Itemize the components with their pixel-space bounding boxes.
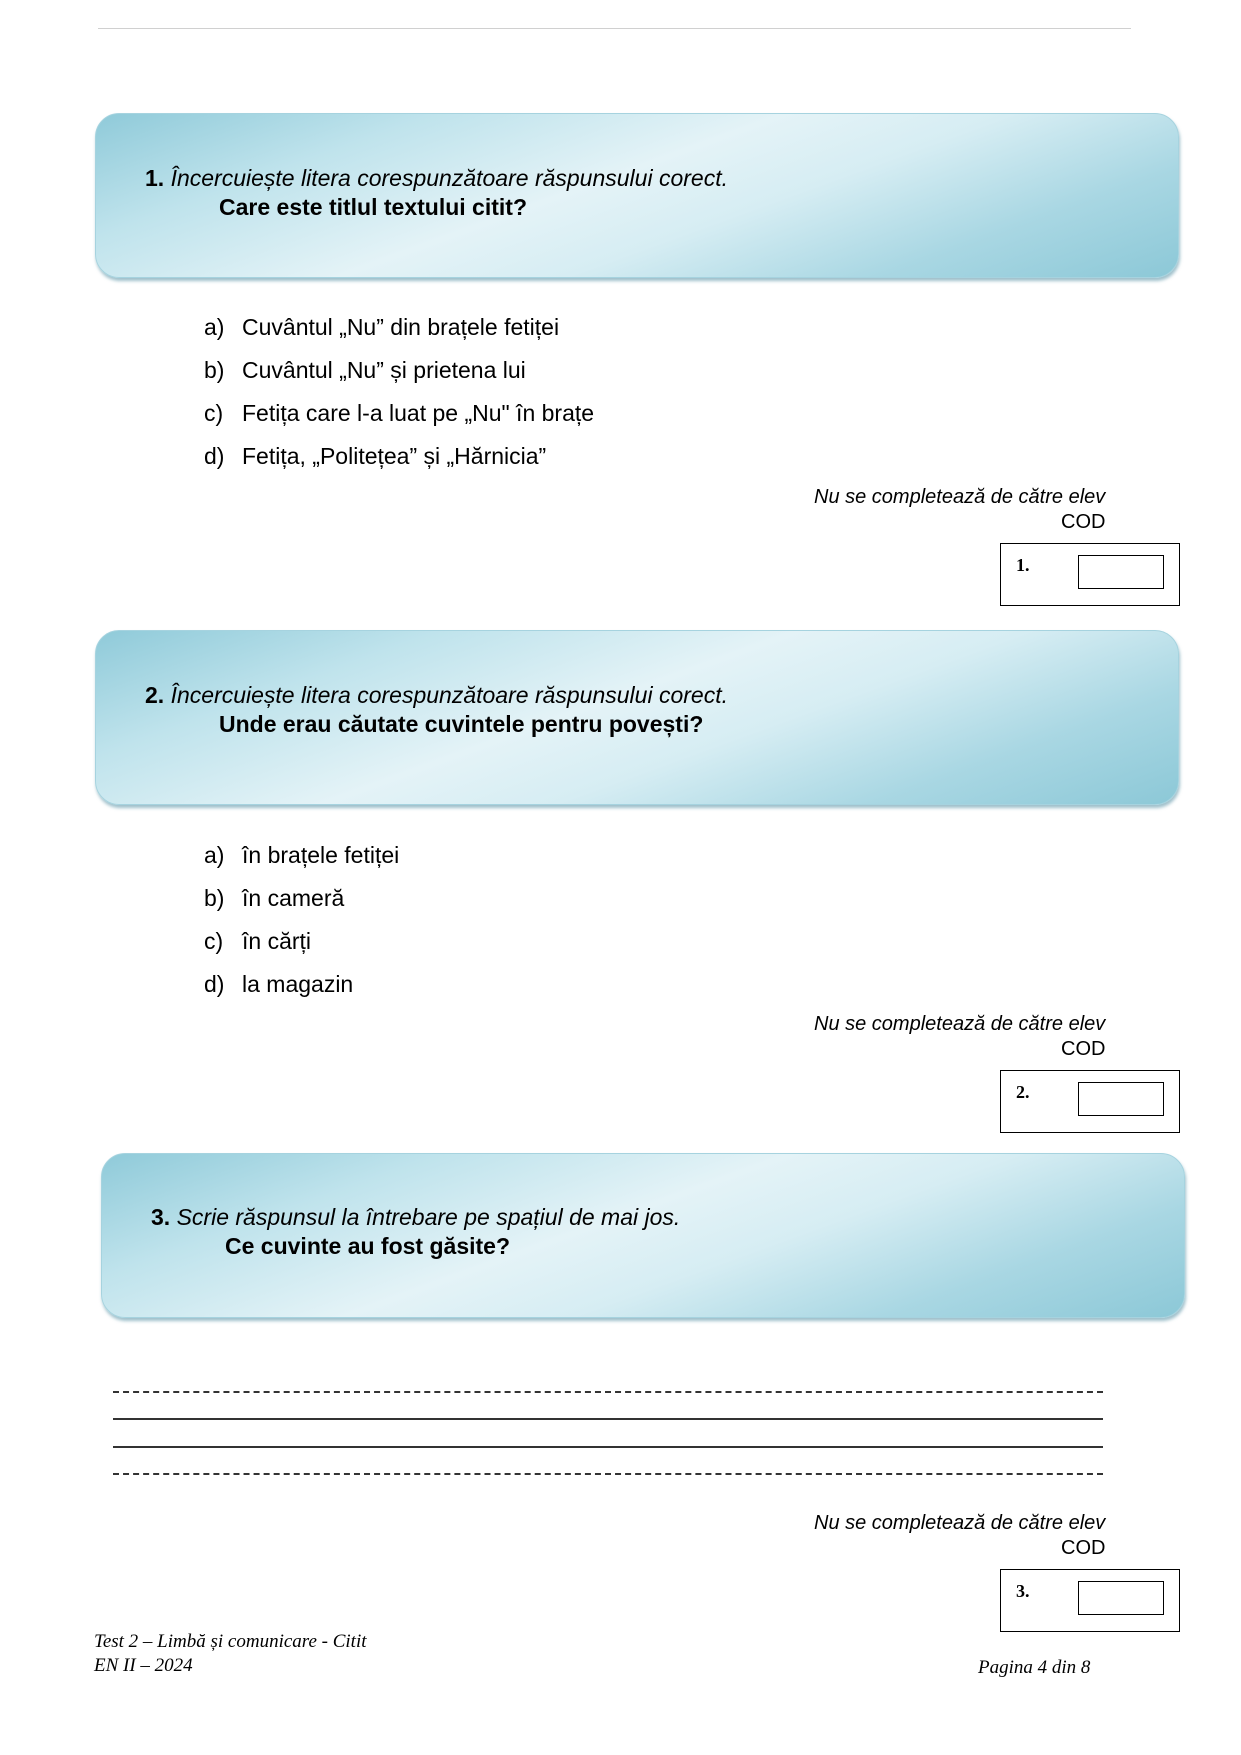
- code-input-box[interactable]: [1078, 1581, 1164, 1615]
- option-item[interactable]: [204, 349, 594, 392]
- footer-page-number: Pagina 4 din 8: [978, 1657, 1091, 1678]
- option-item[interactable]: [204, 392, 594, 435]
- grader-note: Nu se completează de către elev: [814, 486, 1106, 508]
- grader-note: Nu se completează de către elev: [814, 1512, 1106, 1534]
- option-text: în brațele fetiței: [242, 842, 400, 868]
- option-item[interactable]: [204, 920, 399, 963]
- option-letter: a): [204, 842, 225, 868]
- code-label: COD: [1061, 1038, 1106, 1060]
- question-1-instruction: Încercuiește litera corespunzătoare răspunsului corect.: [170, 165, 728, 191]
- answer-writing-line[interactable]: [113, 1418, 1103, 1420]
- answer-writing-line[interactable]: [113, 1446, 1103, 1448]
- question-3-number: 3.: [151, 1204, 171, 1230]
- question-1-number: 1.: [145, 165, 165, 191]
- code-label: COD: [1061, 511, 1106, 533]
- question-1-text: Care este titlul textului citit?: [219, 194, 527, 220]
- header-rule: [98, 28, 1131, 29]
- option-item[interactable]: [204, 963, 399, 1006]
- question-3-text: Ce cuvinte au fost găsite?: [225, 1233, 511, 1259]
- option-letter: c): [204, 400, 224, 426]
- grader-note: Nu se completează de către elev: [814, 1013, 1106, 1035]
- option-text: Fetița, „Politețea” și „Hărnicia”: [242, 443, 547, 469]
- question-3-instruction: Scrie răspunsul la întrebare pe spațiul de mai jos.: [176, 1204, 681, 1230]
- code-label: COD: [1061, 1537, 1106, 1559]
- code-input-box[interactable]: [1078, 1082, 1164, 1116]
- question-2-instruction: Încercuiește litera corespunzătoare răspunsului corect.: [170, 682, 728, 708]
- question-3-instruction-line: [151, 1204, 680, 1231]
- footer-exam: EN II – 2024: [94, 1655, 193, 1676]
- code-number: 1.: [1016, 555, 1030, 575]
- code-box: [1000, 543, 1180, 606]
- answer-writing-line[interactable]: [113, 1391, 1103, 1393]
- option-letter: b): [204, 357, 225, 383]
- question-1-options: [204, 306, 594, 478]
- question-2-options: [204, 834, 399, 1006]
- footer-test-title: Test 2 – Limbă și comunicare - Citit: [94, 1631, 367, 1652]
- option-text: la magazin: [242, 971, 354, 997]
- option-text: Fetița care l-a luat pe „Nu" în brațe: [242, 400, 595, 426]
- option-text: în cărți: [242, 928, 312, 954]
- question-2-text: Unde erau căutate cuvintele pentru povești?: [219, 711, 704, 737]
- code-number: 3.: [1016, 1581, 1030, 1601]
- option-letter: c): [204, 928, 224, 954]
- option-letter: a): [204, 314, 225, 340]
- option-letter: d): [204, 443, 225, 469]
- question-1-instruction-line: [145, 165, 728, 192]
- question-2-number: 2.: [145, 682, 165, 708]
- option-item[interactable]: [204, 834, 399, 877]
- code-input-box[interactable]: [1078, 555, 1164, 589]
- option-item[interactable]: [204, 877, 399, 920]
- option-item[interactable]: [204, 306, 594, 349]
- option-text: Cuvântul „Nu” din brațele fetiței: [242, 314, 560, 340]
- option-letter: d): [204, 971, 225, 997]
- option-text: în cameră: [242, 885, 345, 911]
- code-number: 2.: [1016, 1082, 1030, 1102]
- code-box: [1000, 1569, 1180, 1632]
- option-text: Cuvântul „Nu” și prietena lui: [242, 357, 526, 383]
- option-letter: b): [204, 885, 225, 911]
- code-box: [1000, 1070, 1180, 1133]
- question-2-instruction-line: [145, 682, 728, 709]
- option-item[interactable]: [204, 435, 594, 478]
- answer-writing-line[interactable]: [113, 1473, 1103, 1475]
